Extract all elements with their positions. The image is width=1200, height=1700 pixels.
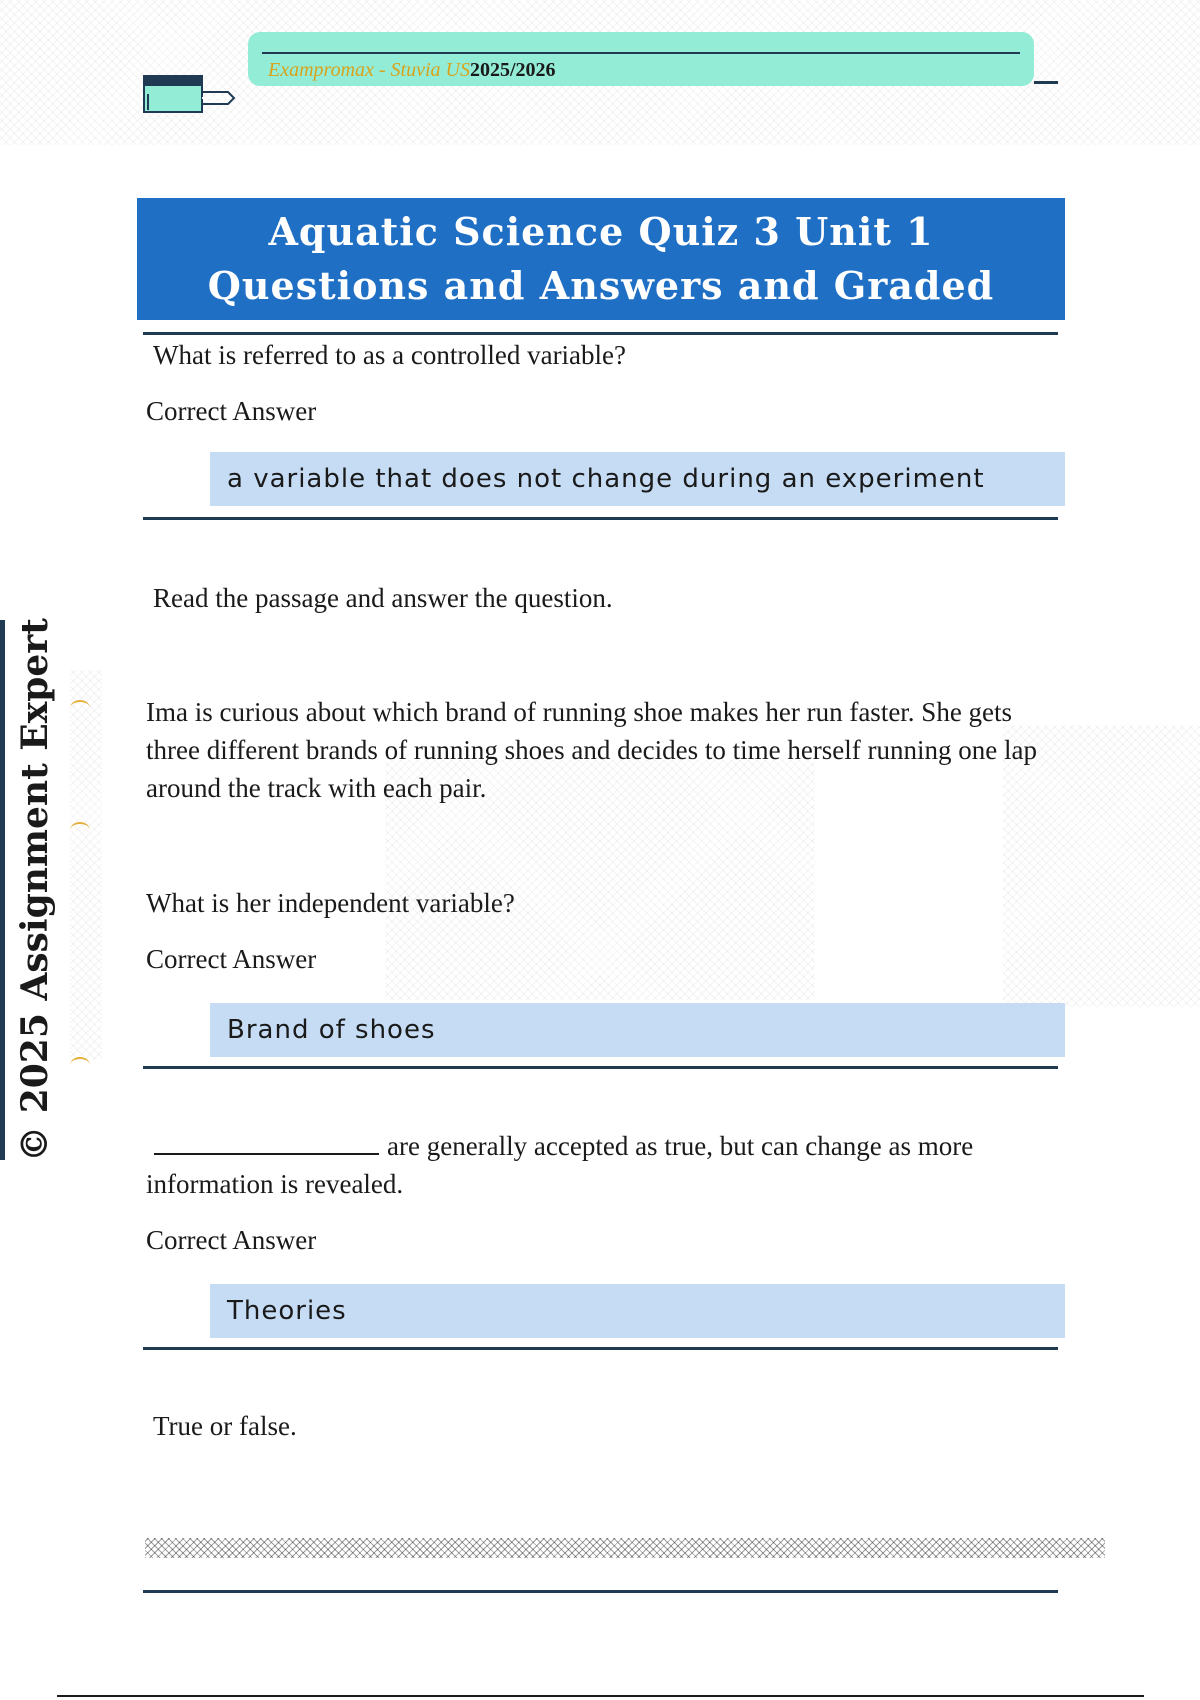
answer-box: Brand of shoes <box>210 1003 1065 1057</box>
header-brand: Exampromax - Stuvia US <box>268 59 470 81</box>
divider <box>143 1066 1058 1069</box>
fill-in-blank <box>154 1127 379 1155</box>
page-bottom-rule <box>57 1695 1144 1697</box>
wavy-divider <box>145 1538 1105 1558</box>
question-prompt: True or false. <box>153 1411 297 1441</box>
question-prompt <box>146 1127 1046 1203</box>
document-icon <box>142 72 238 116</box>
question-prompt: What is her independent variable? <box>146 888 515 918</box>
faint-mark <box>70 700 90 716</box>
header-tab <box>248 32 1034 86</box>
answer-label: Correct Answer <box>146 944 317 974</box>
answer-label: Correct Answer <box>146 396 317 426</box>
header-text <box>268 59 556 82</box>
answer-label: Correct Answer <box>146 1225 317 1255</box>
answer-box: a variable that does not change during an experiment <box>210 452 1065 506</box>
divider <box>143 332 1058 335</box>
faint-mark <box>70 1057 90 1073</box>
header-rule-tail <box>1034 81 1058 84</box>
page-title: Aquatic Science Quiz 3 Unit 1 Questions and Answers and Graded <box>137 198 1065 320</box>
faint-mark <box>70 822 90 838</box>
header-year: 2025/2026 <box>470 59 556 81</box>
divider <box>143 517 1058 520</box>
answer-box: Theories <box>210 1284 1065 1338</box>
watermark <box>0 620 70 1160</box>
question-passage: Ima is curious about which brand of running shoe makes her run faster. She gets three different brands of running shoes and decides to time herself running one lap around the track with each pair. <box>146 697 1037 803</box>
header-rule <box>262 52 1020 54</box>
divider <box>143 1347 1058 1350</box>
divider <box>143 1590 1058 1593</box>
faint-watermark-strip <box>70 670 102 1060</box>
question-intro: Read the passage and answer the question. <box>153 583 613 613</box>
question-prompt-text: are generally accepted as true, but can change as more information is revealed. <box>146 1131 974 1199</box>
question-prompt: What is referred to as a controlled variable? <box>153 340 627 370</box>
watermark-text: © 2025 Assignment Expert <box>14 618 56 1162</box>
